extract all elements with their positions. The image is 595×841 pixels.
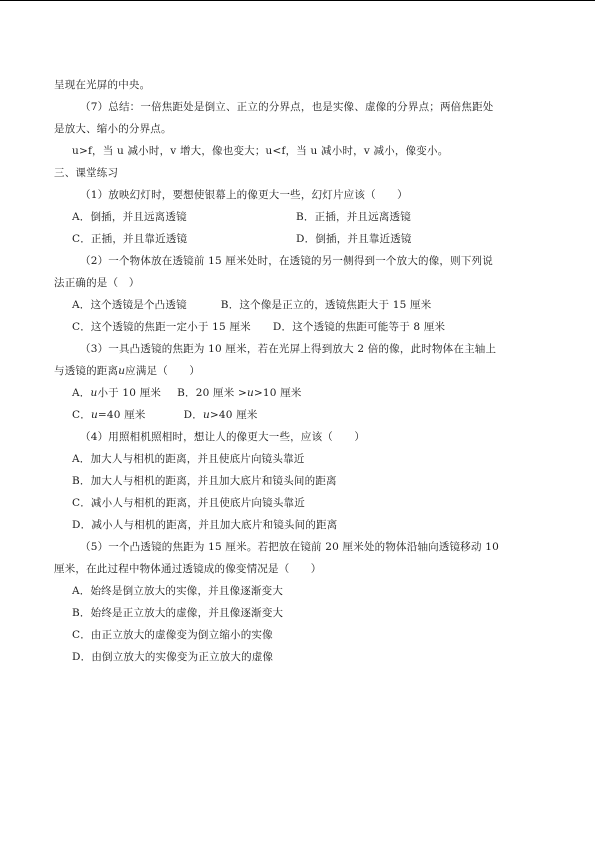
option-c: C．正插，并且靠近透镜 xyxy=(72,233,188,245)
question-3-options-row xyxy=(54,404,544,426)
option-a: A．倒插，并且远离透镜 xyxy=(72,211,187,223)
option-b: B．这个像是正立的，透镜焦距大于 15 厘米 xyxy=(220,299,432,311)
option-d: D．由倒立放大的实像变为正立放大的虚像 xyxy=(72,651,274,663)
variable-u: u xyxy=(246,387,254,399)
option-a-text: 小于 10 厘米 xyxy=(97,387,162,399)
question-2-stem: 法正确的是（ ） xyxy=(54,277,140,289)
option-a: A．这个透镜是个凸透镜 xyxy=(72,299,187,311)
option-d: D．倒插，并且靠近透镜 xyxy=(296,233,412,245)
variable-u: u xyxy=(90,409,98,421)
option-d: D．这个透镜的焦距可能等于 8 厘米 xyxy=(272,321,446,333)
question-4-stem: （4）用照相机照相时，想让人的像更大一些，应该（ ） xyxy=(80,431,366,443)
option-d-text: >40 厘米 xyxy=(209,409,258,421)
option-c: C．减小人与相机的距离，并且使底片向镜头靠近 xyxy=(72,497,305,509)
variable-u: u xyxy=(118,365,126,377)
option-c-text: =40 厘米 xyxy=(97,409,146,421)
question-2-options-row xyxy=(54,316,544,338)
option-d: D．减小人与相机的距离，并且加大底片和镜头间的距离 xyxy=(72,519,338,531)
question-3-stem: （3）一具凸透镜的焦距为 10 厘米，若在光屏上得到放大 2 倍的像，此时物体在主轴上 xyxy=(80,343,497,355)
question-2-options-row xyxy=(54,294,544,316)
option-b: B．正插，并且远离透镜 xyxy=(296,211,411,223)
question-5-stem: （5）一个凸透镜的焦距为 15 厘米。若把放在镜前 20 厘米处的物体沿轴向透镜移动 10 xyxy=(80,541,499,553)
question-1-stem: （1）放映幻灯时，要想使银幕上的像更大一些，幻灯片应该（ ） xyxy=(80,189,408,201)
option-d-label: D． xyxy=(183,409,203,421)
question-1-options-row xyxy=(54,228,544,250)
option-b: B．加大人与相机的距离，并且加大底片和镜头间的距离 xyxy=(72,475,337,487)
stem-text: 应满足（ ） xyxy=(125,365,201,377)
question-1-options-row xyxy=(54,206,544,228)
option-c: C．这个透镜的焦距一定小于 15 厘米 xyxy=(72,321,251,333)
option-a-label: A． xyxy=(72,387,91,399)
variable-u: u xyxy=(202,409,210,421)
summary-line: （7）总结：一倍焦距处是倒立、正立的分界点，也是实像、虚像的分界点；两倍焦距处 xyxy=(80,101,494,113)
stem-text: 与透镜的距离 xyxy=(54,365,119,377)
section-title: 三、课堂练习 xyxy=(54,167,119,179)
rule-line: u>f，当 u 减小时，v 增大，像也变大；u<f，当 u 减小时，v 减小，像变小。 xyxy=(72,145,449,157)
variable-u: u xyxy=(90,387,98,399)
option-b-text: B．20 厘米 > xyxy=(177,387,247,399)
question-3-stem xyxy=(54,360,544,382)
document-body xyxy=(54,74,544,668)
option-a: A．加大人与相机的距离，并且使底片向镜头靠近 xyxy=(72,453,305,465)
question-2-stem: （2）一个物体放在透镜前 15 厘米处时，在透镜的另一侧得到一个放大的像，则下列说 xyxy=(80,255,493,267)
option-a: A．始终是倒立放大的实像，并且像逐渐变大 xyxy=(72,585,284,597)
option-c-label: C． xyxy=(72,409,91,421)
question-5-stem: 厘米，在此过程中物体通过透镜成的像变情况是（ ） xyxy=(54,563,322,575)
option-c: C．由正立放大的虚像变为倒立缩小的实像 xyxy=(72,629,273,641)
summary-line: 是放大、缩小的分界点。 xyxy=(54,123,172,135)
header-rule xyxy=(0,0,595,1)
text-line: 呈现在光屏的中央。 xyxy=(54,79,151,91)
option-b: B．始终是正立放大的虚像，并且像逐渐变大 xyxy=(72,607,284,619)
question-3-options-row xyxy=(54,382,544,404)
option-b-suffix: >10 厘米 xyxy=(253,387,302,399)
